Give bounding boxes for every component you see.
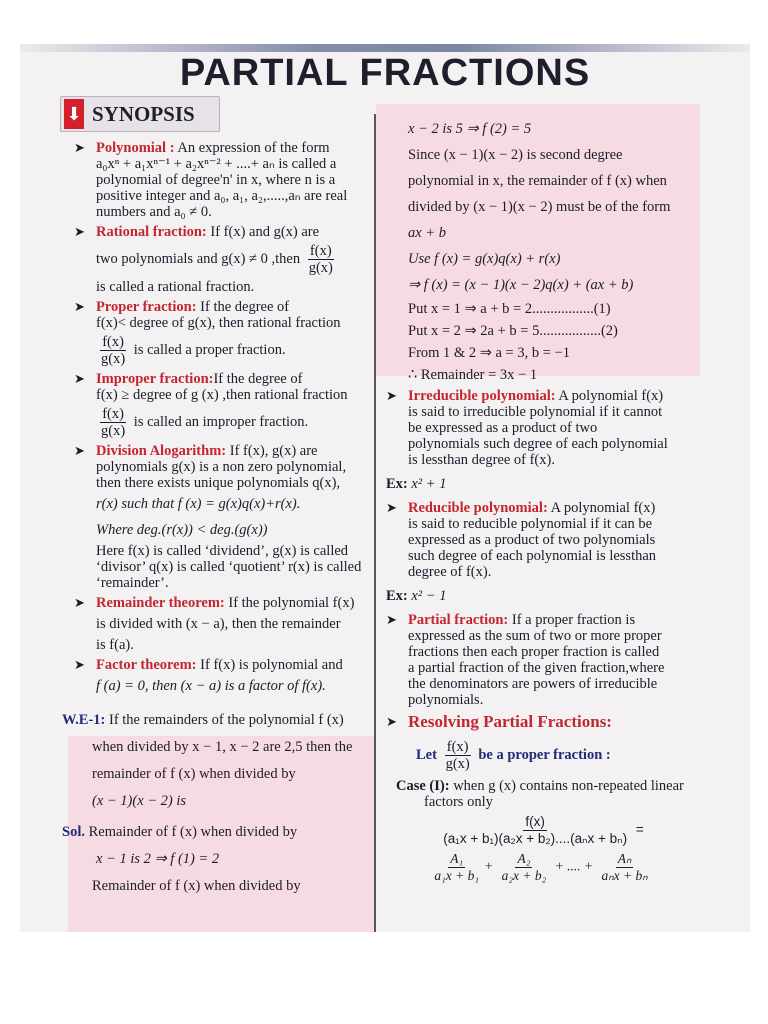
division-line-4: r(x) such that f (x) = g(x)q(x)+r(x). (96, 496, 301, 512)
cont-line-10: From 1 & 2 ⇒ a = 3, b = −1 (408, 345, 570, 361)
reducible-term: Reducible polynomial: (408, 500, 548, 516)
fraction-denominator: g(x) (101, 423, 126, 439)
partial-line-6: polynomials. (408, 692, 484, 708)
resolving-title: Resolving Partial Fractions: (408, 712, 612, 731)
solution-continued (386, 116, 686, 386)
textbook-page (20, 44, 750, 932)
synopsis-label: SYNOPSIS (92, 101, 195, 126)
irreducible-line-3: be expressed as a product of two (408, 420, 598, 436)
fraction-numerator: f(x) (102, 406, 124, 422)
down-arrow-icon: ⬇ (64, 99, 84, 129)
top-decorative-strip (20, 44, 750, 52)
left-column (62, 140, 366, 900)
remainder-line-2: is divided with (x − a), then the remainder (96, 616, 341, 632)
let-proper-fraction (386, 739, 686, 772)
rational-fraction-term: Rational fraction: (96, 224, 207, 240)
partial-fraction-term: Partial fraction: (408, 612, 509, 628)
arrow-bullet-icon: ➤ (74, 371, 85, 386)
proper-line-2: f(x)< degree of g(x), then rational fraction (96, 315, 341, 331)
right-column (386, 116, 686, 884)
arrow-bullet-icon: ➤ (74, 140, 85, 155)
partial-line-5: the denominators are powers of irreducible (408, 676, 658, 692)
irreducible-line-2: is said to irreducible polynomial if it cannot (408, 404, 663, 420)
arrow-bullet-icon: ➤ (386, 388, 397, 403)
rational-line-2: two polynomials and g(x) ≠ 0 ,then (96, 250, 301, 267)
solution-label: Sol. (62, 824, 85, 840)
factor-theorem-term: Factor theorem: (96, 657, 197, 673)
partial-terms: $\frac{\text{A₁}}{\text{a₁x + b₁}}$ + $\frac{\text{A₂}}{\text{a₂x + b₂}}$ + .... + $\frac{\text{Aₙ}}{\text{aₙx + bₙ}}$ (434, 851, 648, 883)
cont-line-2: Since (x − 1)(x − 2) is second degree (408, 147, 623, 163)
sol-line-3: Remainder of f (x) when divided by (92, 878, 301, 894)
sol-line-2: x − 1 is 2 ⇒ f (1) = 2 (96, 851, 220, 867)
term-numerator: A₁ (450, 851, 464, 866)
cont-line-6: Use f (x) = g(x)q(x) + r(x) (408, 251, 561, 267)
proper-line-3: is called a proper fraction. (133, 341, 286, 358)
irreducible-polynomial-definition (386, 388, 686, 468)
fraction-denominator: g(x) (445, 756, 470, 772)
fraction-numerator: f(x) (525, 814, 545, 829)
arrow-bullet-icon: ➤ (386, 500, 397, 515)
improper-fraction-term: Improper fraction: (96, 371, 214, 387)
factor-theorem (74, 657, 366, 699)
cont-line-5: ax + b (408, 225, 446, 241)
polynomial-line-4: positive integer and a₀, a₁, a₂,.....,aₙ are real (96, 188, 348, 204)
fraction-f-over-g (99, 334, 127, 367)
fraction-f-over-g (99, 406, 127, 439)
term-n (600, 851, 650, 884)
division-line-5: Where deg.(r(x)) < deg.(g(x)) (96, 522, 268, 538)
fraction-denominator: g(x) (308, 260, 333, 276)
rational-line-1: If f(x) and g(x) are (206, 224, 320, 240)
synopsis-badge (60, 96, 220, 132)
case-1 (386, 778, 686, 884)
division-algorithm-term: Division Alogarithm: (96, 443, 227, 459)
proper-fraction-term: Proper fraction: (96, 299, 197, 315)
partial-line-1: If a proper fraction is (508, 612, 636, 628)
partial-line-2: expressed as the sum of two or more proper (408, 628, 662, 644)
cont-line-3: polynomial in x, the remainder of f (x) when (408, 173, 667, 189)
example-reducible (386, 588, 686, 604)
partial-fraction-definition (386, 612, 686, 708)
term-denominator: a₂x + b₂ (501, 868, 547, 883)
division-line-6: Here f(x) is called ‘dividend’, g(x) is called (96, 543, 349, 559)
polynomial-line-5: numbers and a₀ ≠ 0. (96, 204, 212, 220)
equals-sign: = (635, 822, 644, 838)
division-line-7: ‘divisor’ q(x) is called ‘quotient’ r(x) is called (96, 559, 362, 575)
improper-fraction-definition (74, 371, 366, 439)
let-label: Let (416, 746, 437, 763)
division-line-1: If f(x), g(x) are (226, 443, 318, 459)
fraction-denominator: (a₁x + b₁)(a₂x + b₂)....(aₙx + bₙ) (443, 831, 628, 846)
reducible-line-1: A polynomial f(x) (547, 500, 656, 516)
reducible-polynomial-definition (386, 500, 686, 580)
arrow-bullet-icon: ➤ (386, 612, 397, 627)
fraction-denominator: g(x) (101, 351, 126, 367)
proper-line-1: If the degree of (196, 299, 290, 315)
let-post-text: be a proper fraction : (478, 746, 611, 763)
polynomial-line-1: An expression of the form (174, 140, 330, 156)
worked-example-1 (44, 707, 366, 900)
remainder-theorem (74, 595, 366, 653)
partial-line-4: a partial fraction of the given fraction,where (408, 660, 665, 676)
fraction-f-over-g (444, 739, 472, 772)
cont-line-4: divided by (x − 1)(x − 2) must be of the form (408, 199, 671, 215)
arrow-bullet-icon: ➤ (74, 299, 85, 314)
fraction-f-over-g (307, 243, 335, 276)
reducible-line-3: expressed as a product of two polynomials (408, 532, 656, 548)
case-label: Case (I): (396, 778, 450, 794)
irreducible-term: Irreducible polynomial: (408, 388, 556, 404)
we-line-4: (x − 1)(x − 2) is (92, 793, 187, 809)
arrow-bullet-icon: ➤ (74, 224, 85, 239)
improper-line-3: is called an improper fraction. (133, 413, 309, 430)
case-line-2: factors only (424, 794, 493, 810)
polynomial-line-2: a₀xⁿ + a₁xⁿ⁻¹ + a₂xⁿ⁻² + ....+ aₙ is called a (96, 156, 337, 172)
remainder-theorem-term: Remainder theorem: (96, 595, 225, 611)
irreducible-line-4: polynomials such degree of each polynomial (408, 436, 668, 452)
remainder-line-1: If the polynomial f(x) (224, 595, 355, 611)
example-label: Ex: (386, 588, 408, 604)
example-label: Ex: (386, 476, 408, 492)
cont-line-9: Put x = 2 ⇒ 2a + b = 5.................(2) (408, 323, 618, 339)
arrow-bullet-icon: ➤ (74, 657, 85, 672)
we-line-3: remainder of f (x) when divided by (92, 766, 296, 782)
term-1 (432, 851, 481, 884)
division-line-8: ‘remainder’. (96, 575, 169, 591)
term-denominator: a₁x + b₁ (434, 868, 480, 883)
irreducible-line-5: is lessthan degree of f(x). (408, 452, 555, 468)
factor-line-2: f (a) = 0, then (x − a) is a factor of f(x). (96, 678, 326, 694)
polynomial-line-3: polynomial of degree'n' in x, where n is a (96, 172, 336, 188)
ellipsis-plus: + .... + (554, 858, 594, 874)
sol-line-1: Remainder of f (x) when divided by (84, 824, 298, 840)
we-line-1: If the remainders of the polynomial f (x) (105, 712, 344, 728)
term-numerator: Aₙ (617, 851, 632, 866)
reducible-line-2: is said to reducible polynomial if it can be (408, 516, 653, 532)
arrow-bullet-icon: ➤ (74, 443, 85, 458)
example-expression: x² − 1 (407, 588, 447, 604)
fraction-numerator: f(x) (102, 334, 124, 350)
resolving-heading (386, 714, 686, 731)
we-line-2: when divided by x − 1, x − 2 are 2,5 then the (92, 739, 353, 755)
case-1-formula (396, 814, 686, 847)
division-line-2: polynomials g(x) is a non zero polynomial, (96, 459, 347, 475)
remainder-line-3: is f(a). (96, 637, 134, 653)
improper-line-2: f(x) ≥ degree of g (x) ,then rational fraction (96, 387, 348, 403)
partial-line-3: fractions then each proper fraction is called (408, 644, 660, 660)
cont-line-1: x − 2 is 5 ⇒ f (2) = 5 (408, 121, 532, 137)
term-denominator: aₙx + bₙ (601, 868, 648, 883)
worked-example-label: W.E-1: (62, 712, 106, 728)
term-numerator: A₂ (517, 851, 531, 866)
irreducible-line-1: A polynomial f(x) (555, 388, 664, 404)
cont-line-8: Put x = 1 ⇒ a + b = 2.................(1) (408, 301, 611, 317)
division-line-3: then there exists unique polynomials q(x), (96, 475, 341, 491)
reducible-line-5: degree of f(x). (408, 564, 492, 580)
arrow-bullet-icon: ➤ (74, 595, 85, 610)
polynomial-term: Polynomial : (96, 140, 175, 156)
polynomial-definition (74, 140, 366, 220)
page-title: PARTIAL FRACTIONS (179, 52, 591, 94)
column-divider (374, 114, 376, 932)
fraction-numerator: f(x) (309, 243, 332, 259)
main-fraction (441, 814, 629, 847)
cont-line-7: ⇒ f (x) = (x − 1)(x − 2)q(x) + (ax + b) (408, 277, 634, 293)
arrow-bullet-icon: ➤ (386, 714, 397, 729)
fraction-numerator: f(x) (446, 739, 469, 755)
example-irreducible (386, 476, 686, 492)
example-expression: x² + 1 (407, 476, 447, 492)
rational-fraction-definition (74, 224, 366, 295)
case-line-1: when g (x) contains non-repeated linear (449, 778, 684, 794)
term-2 (500, 851, 549, 884)
reducible-line-4: such degree of each polynomial is lessthan (408, 548, 657, 564)
proper-fraction-definition (74, 299, 366, 367)
rational-line-3: is called a rational fraction. (96, 279, 255, 295)
improper-line-1: If the degree of (213, 371, 303, 387)
cont-line-11: ∴ Remainder = 3x − 1 (408, 367, 538, 383)
factor-line-1: If f(x) is polynomial and (196, 657, 343, 673)
division-algorithm-definition (74, 443, 366, 591)
